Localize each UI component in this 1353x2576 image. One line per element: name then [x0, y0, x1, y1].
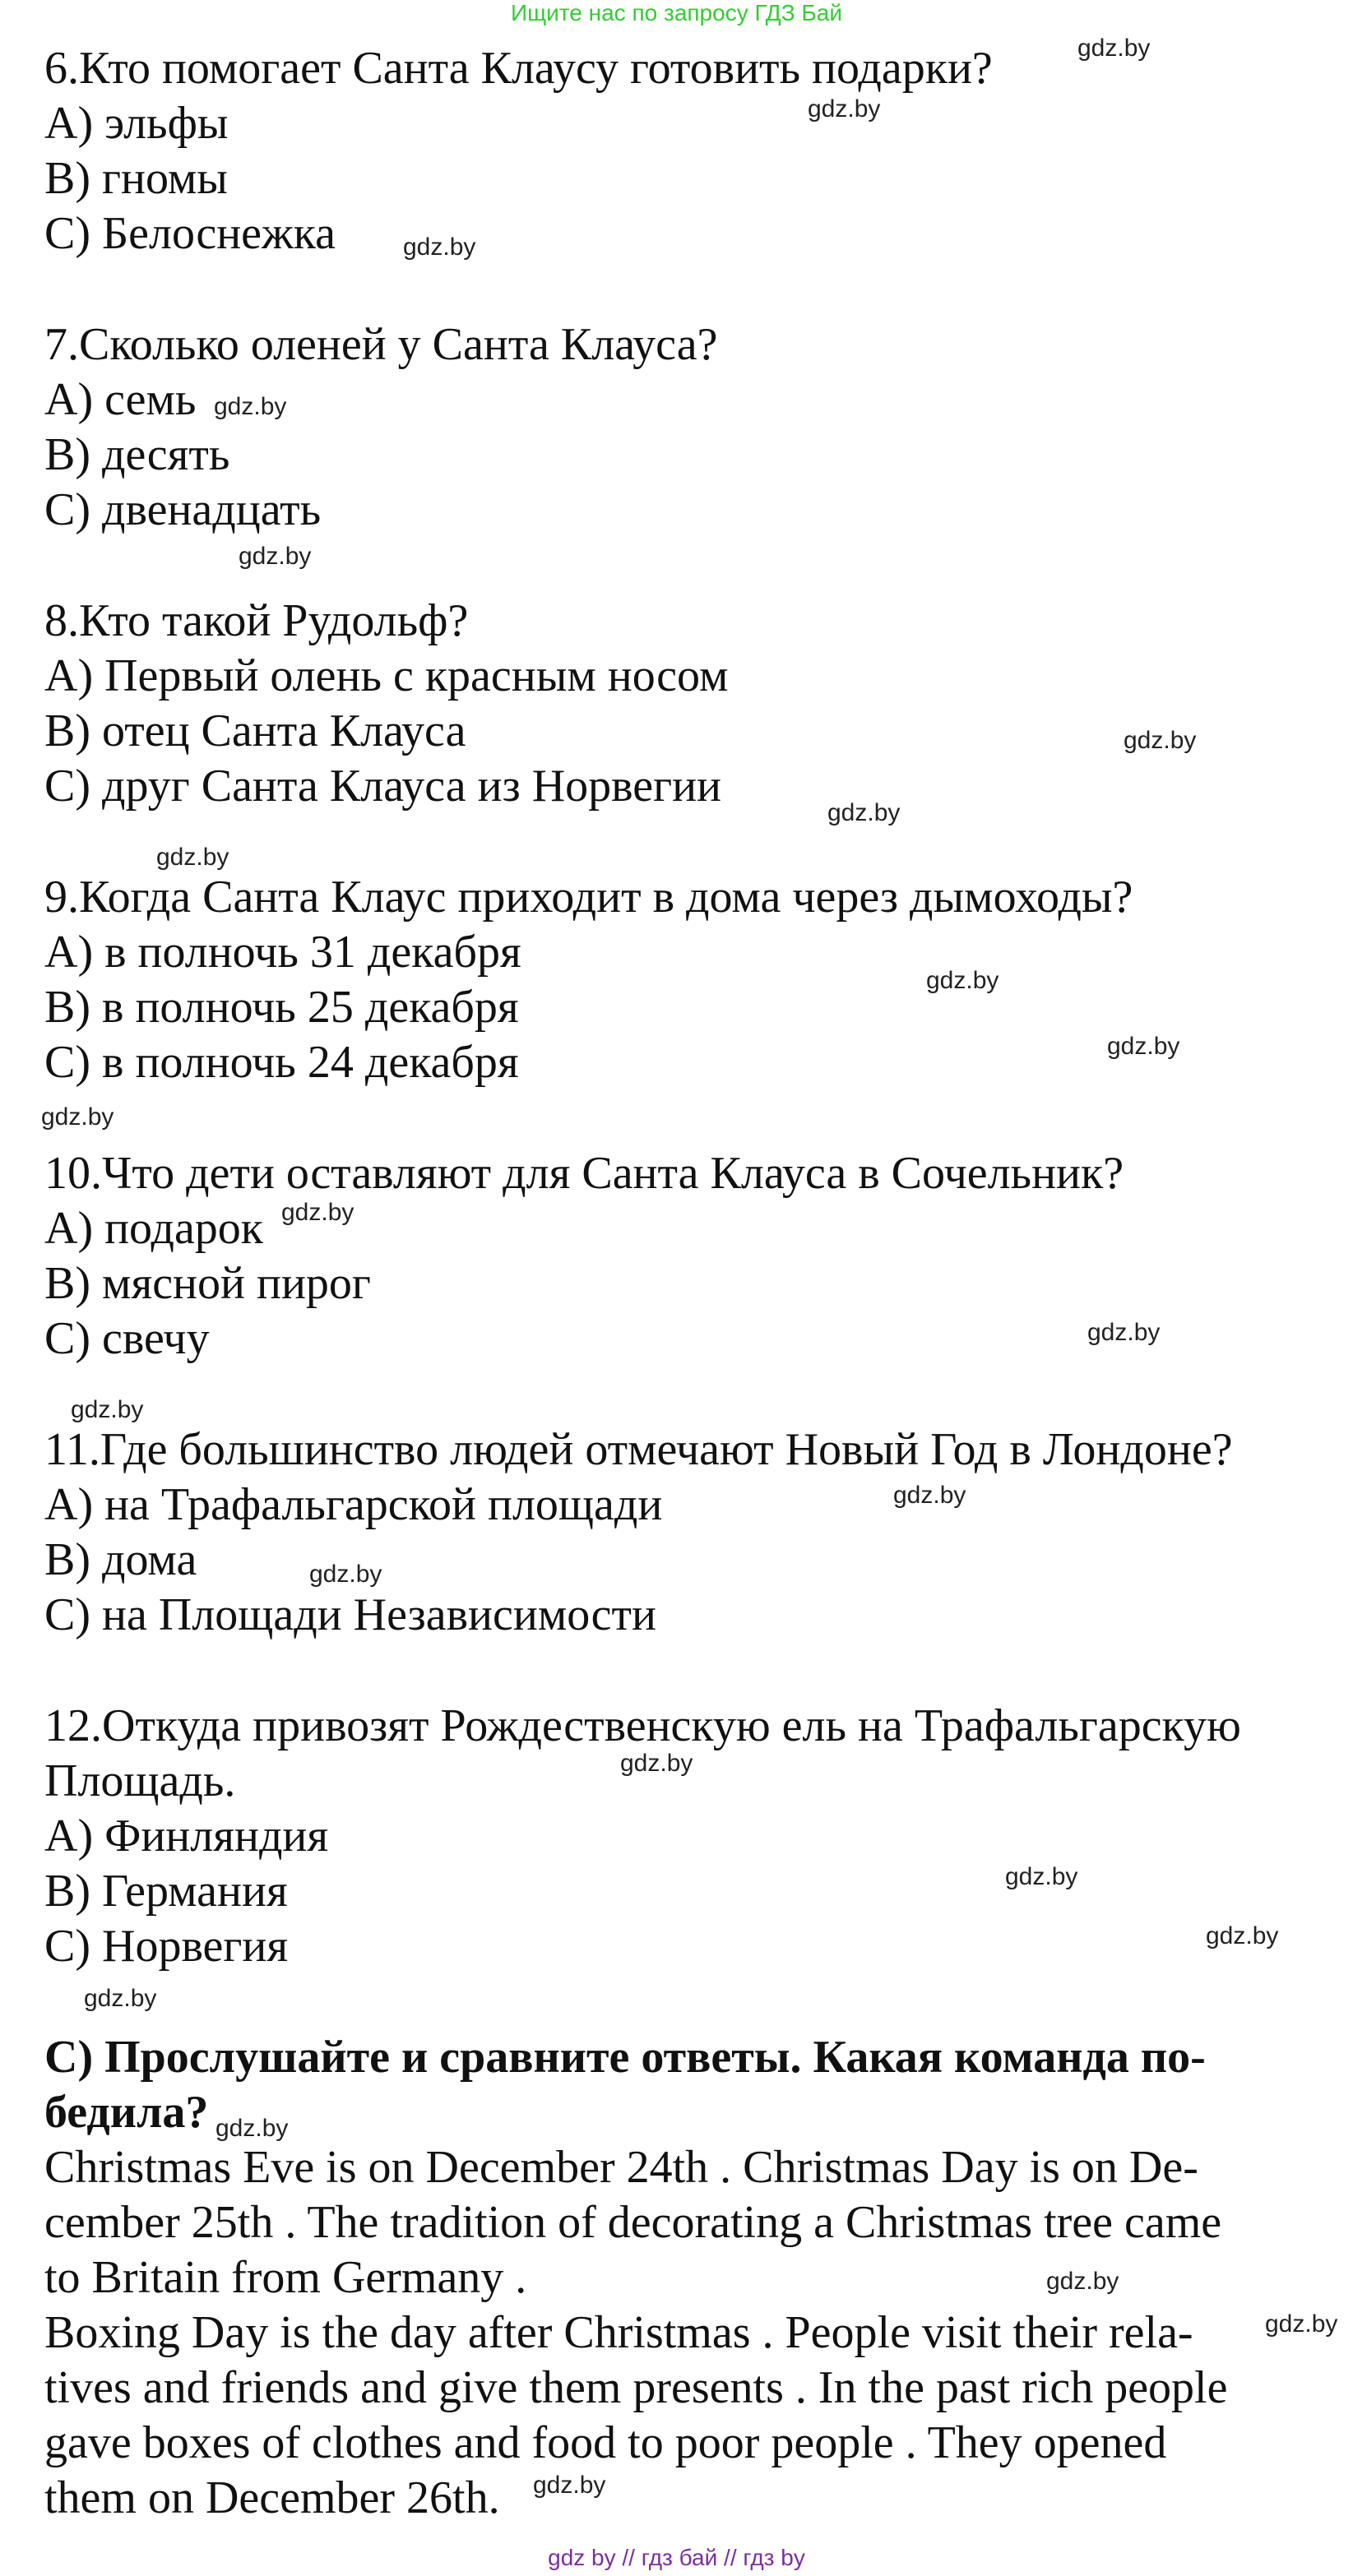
watermark: gdz.by [41, 1103, 114, 1131]
question-text: 12.Откуда привозят Рождественскую ель на Трафальгарскую [44, 1700, 1241, 1751]
watermark: gdz.by [926, 967, 999, 994]
watermark: gdz.by [84, 1985, 157, 2012]
option-c: C) на Площади Независимости [44, 1589, 656, 1640]
watermark: gdz.by [215, 2115, 289, 2142]
option-b: B) дома [44, 1534, 197, 1585]
option-a: A) подарок [44, 1203, 263, 1254]
watermark: gdz.by [533, 2472, 606, 2499]
paragraph-line: to Britain from Germany . [44, 2252, 527, 2303]
watermark: gdz.by [214, 393, 287, 420]
option-b: B) в полночь 25 декабря [44, 982, 519, 1033]
option-a: A) на Трафальгарской площади [44, 1479, 663, 1530]
option-a: A) эльфы [44, 98, 229, 149]
watermark: gdz.by [1206, 1922, 1279, 1949]
watermark: gdz.by [893, 1482, 966, 1509]
question-text: 6.Кто помогает Санта Клаусу готовить подарки? [44, 43, 993, 94]
question-text: 7.Сколько оленей у Санта Клауса? [44, 319, 718, 370]
option-b: B) десять [44, 429, 230, 480]
top-banner: Ищите нас по запросу ГДЗ Бай [510, 0, 843, 25]
watermark: gdz.by [71, 1396, 144, 1423]
watermark: gdz.by [239, 543, 312, 570]
option-a: A) Финляндия [44, 1811, 329, 1861]
paragraph-line: them on December 26th. [44, 2472, 500, 2523]
watermark: gdz.by [309, 1561, 382, 1588]
question-11 [44, 1422, 1328, 1643]
question-12 [44, 1699, 1328, 1974]
option-c: C) друг Санта Клауса из Норвегии [44, 761, 722, 812]
watermark: gdz.by [281, 1199, 354, 1226]
option-a: A) Первый олень с красным носом [44, 650, 729, 701]
watermark: gdz.by [1087, 1319, 1161, 1346]
option-c: C) свечу [44, 1313, 210, 1364]
option-c: C) в полночь 24 декабря [44, 1037, 519, 1088]
footer-links: gdz by // гдз бай // гдз by [548, 2545, 805, 2570]
watermark: gdz.by [620, 1750, 693, 1777]
option-b: B) отец Санта Клауса [44, 705, 466, 756]
question-text: 10.Что дети оставляют для Санта Клауса в Сочельник? [44, 1148, 1124, 1199]
watermark: gdz.by [1077, 35, 1151, 62]
section-c [44, 2030, 1328, 2526]
watermark: gdz.by [156, 844, 229, 871]
watermark: gdz.by [827, 799, 901, 826]
watermark: gdz.by [1046, 2268, 1119, 2295]
watermark: gdz.by [808, 95, 881, 123]
question-text: 8.Кто такой Рудольф? [44, 595, 469, 646]
option-a: A) семь [44, 374, 197, 425]
question-6 [44, 41, 1328, 261]
option-b: B) мясной пирог [44, 1258, 371, 1309]
option-b: B) гномы [44, 153, 228, 204]
option-c: C) Норвегия [44, 1921, 289, 1972]
paragraph-line: Boxing Day is the day after Christmas . People visit their rela- [44, 2307, 1193, 2358]
watermark: gdz.by [1005, 1863, 1078, 1890]
option-b: B) Германия [44, 1866, 288, 1917]
question-8 [44, 594, 1328, 814]
question-text-continued: Площадь. [44, 1755, 236, 1806]
paragraph-line: cember 25th . The tradition of decorating a Christmas tree came [44, 2197, 1222, 2248]
section-heading: C) Прослушайте и сравните ответы. Какая команда по- [44, 2032, 1206, 2083]
watermark: gdz.by [1107, 1033, 1180, 1060]
option-a: A) в полночь 31 декабря [44, 927, 521, 978]
watermark: gdz.by [1124, 727, 1197, 754]
paragraph-line: gave boxes of clothes and food to poor people . They opened [44, 2417, 1167, 2468]
question-text: 9.Когда Санта Клаус приходит в дома через дымоходы? [44, 872, 1133, 923]
question-text: 11.Где большинство людей отмечают Новый Год в Лондоне? [44, 1424, 1233, 1475]
section-heading-continued: бедила? [44, 2087, 209, 2138]
question-7 [44, 317, 1328, 538]
option-c: C) двенадцать [44, 484, 322, 535]
watermark: gdz.by [1265, 2310, 1338, 2338]
paragraph-line: Christmas Eve is on December 24th . Christmas Day is on De- [44, 2142, 1198, 2193]
paragraph-line: tives and friends and give them presents . In the past rich people [44, 2362, 1228, 2413]
option-c: C) Белоснежка [44, 208, 336, 259]
watermark: gdz.by [403, 234, 476, 261]
